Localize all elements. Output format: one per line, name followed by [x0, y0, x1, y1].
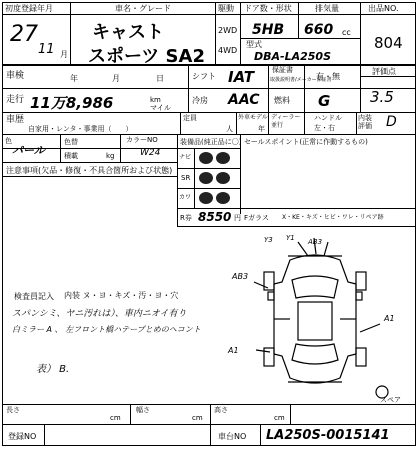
warranty-options: 有・無 [316, 72, 340, 81]
shaken-label: 車検 [6, 71, 25, 81]
outer-model-label: 外車モデル [238, 114, 268, 121]
color-code-label: 色替 [64, 138, 78, 146]
inspector-note-2: 白ミラー A 、 左フロント橋ハテープとめのヘコント [12, 325, 201, 334]
rule-row4-bottom [2, 134, 416, 135]
ac-value: AAC [228, 92, 260, 108]
spare-label: スペア [380, 396, 401, 404]
height-unit: cm [274, 414, 285, 422]
equipment-row-nav: ナビ [179, 154, 192, 161]
fuel-value: G [318, 92, 331, 110]
door-label: ドア数・形状 [244, 4, 292, 13]
load-unit: kg [106, 152, 115, 160]
rule-eq-h2 [177, 168, 240, 169]
diagram-mark-a1-right: A1 [384, 314, 395, 323]
interior-line: 内装 ヌ・ヨ・キズ・汚・ヨ・穴 [64, 291, 179, 300]
chassis-value: LA250S-0015141 [266, 428, 390, 443]
reg-year: 27 [10, 22, 38, 47]
car-damage-diagram [230, 232, 400, 402]
rule-row4-v4 [304, 112, 305, 134]
color-value: パール [12, 144, 45, 157]
color-label: 色 [5, 137, 12, 145]
rule-selling-left [240, 134, 241, 214]
diagram-mark-y3: Y3 [264, 236, 273, 244]
history-sub: 自家用・レンタ・事業用（ ） [28, 125, 133, 133]
rule-v3 [240, 2, 241, 64]
r-ken-label: R券 [180, 214, 192, 222]
drive-2wd: 2WD [218, 26, 238, 35]
rule-foot-v2 [210, 404, 211, 446]
equipment-mark-2 [216, 152, 230, 164]
equipment-row-leather: カワ [179, 194, 192, 201]
rule-score-sep [360, 76, 416, 77]
r-ken-value: 8550 [198, 210, 232, 224]
chassis-label: 車台NO [218, 432, 247, 441]
rule-foot-v4 [44, 424, 45, 446]
ac-label: 冷房 [192, 96, 208, 105]
lot-label: 出品NO. [368, 4, 399, 13]
warranty-sub: 取扱説明書/メーカー保証書 [270, 77, 332, 83]
equipment-mark-6 [216, 192, 230, 204]
model-type-label: 型式 [246, 40, 262, 49]
cc-unit: cc [342, 28, 351, 37]
mileage-value: 11万8,986 [30, 94, 114, 112]
displacement-label: 排気量 [315, 4, 339, 13]
rule-row4-v2 [236, 112, 237, 134]
fuel-label: 燃料 [274, 96, 290, 105]
mile-unit: マイル [150, 104, 171, 112]
yen-unit: 円 [234, 214, 241, 222]
diagram-mark-a1-left: A1 [228, 346, 239, 355]
selling-sub: X・KE・キズ・ヒビ・ワレ・リペア跡 [282, 214, 384, 221]
score-label: 評価点 [372, 67, 396, 76]
reg-no-label: 登録NO [8, 432, 37, 441]
equipment-mark-1 [199, 152, 213, 164]
capacity-unit: 人 [226, 125, 233, 133]
f-glass-label: Fガラス [244, 214, 269, 222]
interior-value: D [386, 114, 397, 130]
history-label: 車歴 [6, 115, 25, 125]
diagram-mark-ab3-top: AB3 [308, 238, 323, 246]
width-label: 幅さ [136, 406, 150, 414]
rule-row1-bottom [2, 64, 416, 66]
diagram-mark-ab3-left: AB3 [232, 272, 249, 281]
rule-row2-bottom [2, 88, 416, 89]
length-unit: cm [110, 414, 121, 422]
displacement-value: 660 [304, 22, 334, 38]
rule-row4-v1 [180, 112, 181, 134]
outer-model-unit: 年 [258, 125, 265, 133]
interior-label: 内装評価 [358, 114, 372, 130]
rule-v1 [70, 2, 71, 64]
score-value: 3.5 [370, 88, 394, 106]
lot-number: 804 [374, 34, 403, 52]
rule-row4-v5 [356, 112, 357, 134]
door-value: 5HB [252, 22, 285, 38]
drive-label: 駆動 [218, 4, 234, 13]
width-unit: cm [192, 414, 203, 422]
model-type-value: DBA-LA250S [254, 50, 331, 63]
diagram-mark-y1: Y1 [286, 234, 295, 242]
length-label: 長さ [6, 406, 20, 414]
equipment-mark-5 [199, 192, 213, 204]
equipment-mark-3 [199, 172, 213, 184]
rule-v2 [215, 2, 216, 64]
load-label: 積載 [64, 152, 78, 160]
shift-label: シフト [192, 72, 216, 81]
inspector-note-3: 表） B. [36, 364, 70, 375]
car-grade: スポーツ SA2 [88, 46, 205, 67]
equipment-title: 装備品(純正品に〇) [180, 138, 242, 146]
equipment-mark-4 [216, 172, 230, 184]
warranty-label: 保証書 [272, 66, 293, 74]
drive-4wd: 4WD [218, 46, 238, 55]
rule-eq-h4 [177, 208, 416, 209]
rule-eq-h3 [177, 188, 240, 189]
color-no-label: カラーNO [126, 136, 158, 144]
rule-row2-v1 [188, 64, 189, 112]
caution-label: 注意事項(欠品・修復・不具合箇所および状態) [6, 166, 173, 175]
rule-v4 [298, 2, 299, 38]
rule-footer-mid [2, 424, 416, 425]
shaken-year-unit: 年 [70, 74, 78, 83]
selling-label: セールスポイント(正常に作動するもの) [244, 138, 368, 146]
rule-row2-v3 [304, 64, 305, 112]
rule-eq-v1 [194, 148, 195, 208]
rule-equipment-bottom [177, 226, 416, 227]
equipment-row-sr: SR [181, 174, 191, 182]
rule-eq-h1 [177, 148, 240, 149]
car-name: キャスト [92, 22, 164, 43]
height-label: 高さ [214, 406, 228, 414]
rule-row2-v2 [268, 64, 269, 112]
month-unit: 月 [60, 50, 68, 59]
inspector-label: 検査員記入 [14, 292, 54, 301]
rule-foot-v1 [130, 404, 131, 424]
rule-v5 [360, 2, 361, 112]
inspector-note-1: スパンシミ、ヤニ汚れは）、車内ニオイ有り [12, 309, 187, 319]
rule-row5-bottom [2, 162, 177, 163]
rule-foot-v3 [290, 404, 291, 424]
rule-footer-top [2, 404, 416, 405]
shaken-month-unit: 月 [112, 74, 120, 83]
handle-label: ハンドル [314, 114, 342, 122]
mileage-label: 走行 [6, 95, 25, 105]
first-reg-label: 初度登録年月 [5, 4, 53, 13]
reg-month: 11 [38, 42, 55, 57]
rule-top-header [2, 14, 416, 15]
shift-value: IAT [228, 68, 254, 86]
rule-notes-header [2, 176, 177, 177]
rule-h-model [240, 38, 360, 39]
color-no-value: W24 [140, 148, 161, 158]
handle-options: 左・右 [314, 124, 335, 132]
rule-foot-v5 [260, 424, 261, 446]
rule-row4-v3 [268, 112, 269, 134]
shaken-day-unit: 日 [156, 74, 164, 83]
dealer-label: ディーラー並行 [271, 114, 301, 129]
name-grade-label: 車名・グレード [115, 4, 171, 13]
km-unit: km [150, 96, 161, 104]
capacity-label: 定員 [183, 114, 197, 122]
